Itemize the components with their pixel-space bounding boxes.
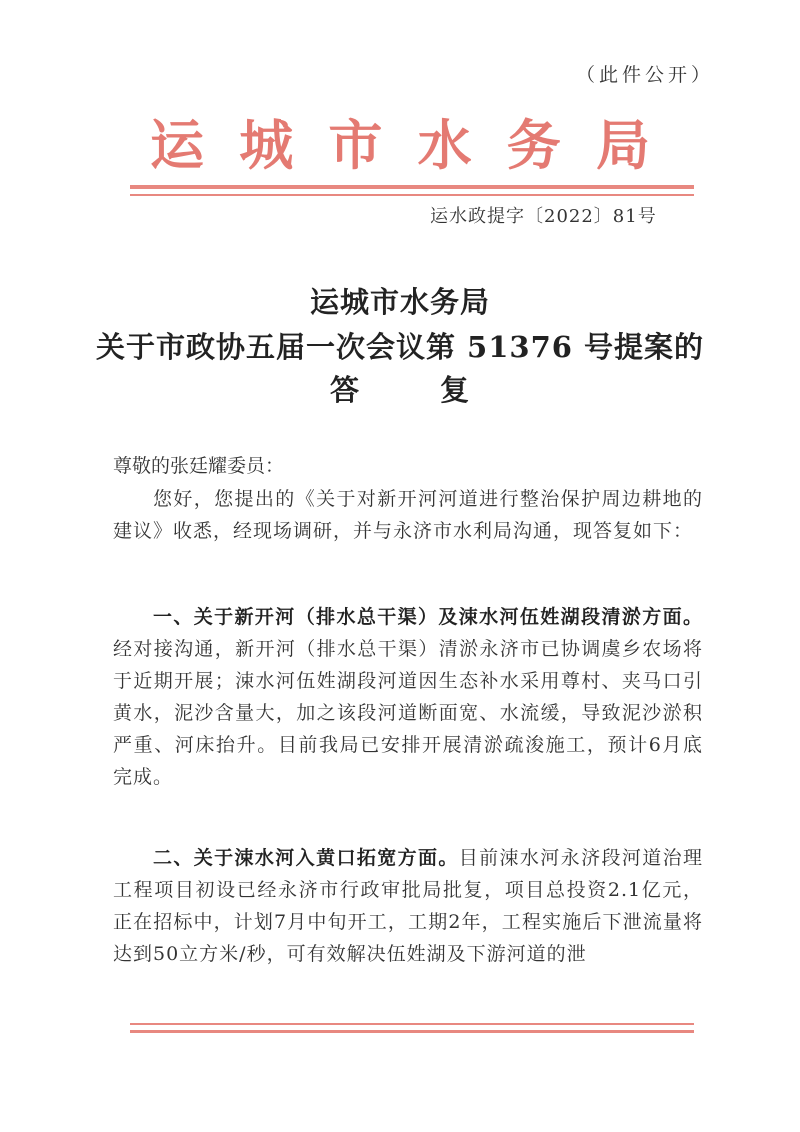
body-paragraph: [113, 601, 703, 793]
masthead-char: 局: [595, 113, 650, 177]
doc-title-char: 复: [440, 373, 471, 407]
doc-title-line1: 运城市水务局: [309, 285, 490, 319]
masthead-char: 务: [506, 113, 561, 177]
body-paragraph: [113, 483, 703, 547]
masthead-char: 城: [239, 113, 294, 177]
footer-rule-thick: [130, 1030, 694, 1033]
masthead-char: 市: [328, 113, 383, 177]
header-rule-thin: [130, 194, 694, 196]
paragraph-lead: 二、关于涑水河入黄口拓宽方面。: [153, 847, 459, 869]
body-paragraph: [113, 842, 703, 970]
paragraph-text: 目前涑水河永济段河道治理工程项目初设已经永济市行政审批局批复，项目总投资2.1亿元，正在招标中，计划7月中旬开工，工期2年，工程实施后下泄流量将达到50立方米/秒，可有效解决伍姓湖及下游河道的泄: [113, 847, 703, 965]
issuer-masthead: [150, 113, 650, 177]
disclosure-label: （此件公开）: [575, 64, 714, 86]
paragraph-text: 经对接沟通，新开河（排水总干渠）清淤永济市已协调虞乡农场将于近期开展；涑水河伍姓湖段河道因生态补水采用尊村、夹马口引黄水，泥沙含量大，加之该段河道断面宽、水流缓，导致泥沙淤积严重、河床抬升。目前我局已安排开展清淤疏浚施工，预计6月底完成。: [113, 638, 703, 788]
footer-rule-thin: [130, 1023, 694, 1025]
masthead-char: 水: [417, 113, 472, 177]
header-rule-thick: [130, 185, 694, 189]
document-number: 运水政提字〔2022〕81号: [430, 206, 657, 227]
masthead-char: 运: [150, 113, 204, 177]
salutation: 尊敬的张廷耀委员：: [113, 455, 285, 477]
doc-title-char: 答: [329, 373, 360, 407]
doc-title-line3: [60, 368, 740, 409]
doc-title-line2: 关于市政协五届一次会议第 51376 号提案的: [95, 330, 705, 364]
paragraph-text: 您好，您提出的《关于对新开河河道进行整治保护周边耕地的建议》收悉，经现场调研，并与永济市水利局沟通，现答复如下：: [113, 488, 703, 542]
paragraph-lead: 一、关于新开河（排水总干渠）及涑水河伍姓湖段清淤方面。: [153, 606, 703, 628]
